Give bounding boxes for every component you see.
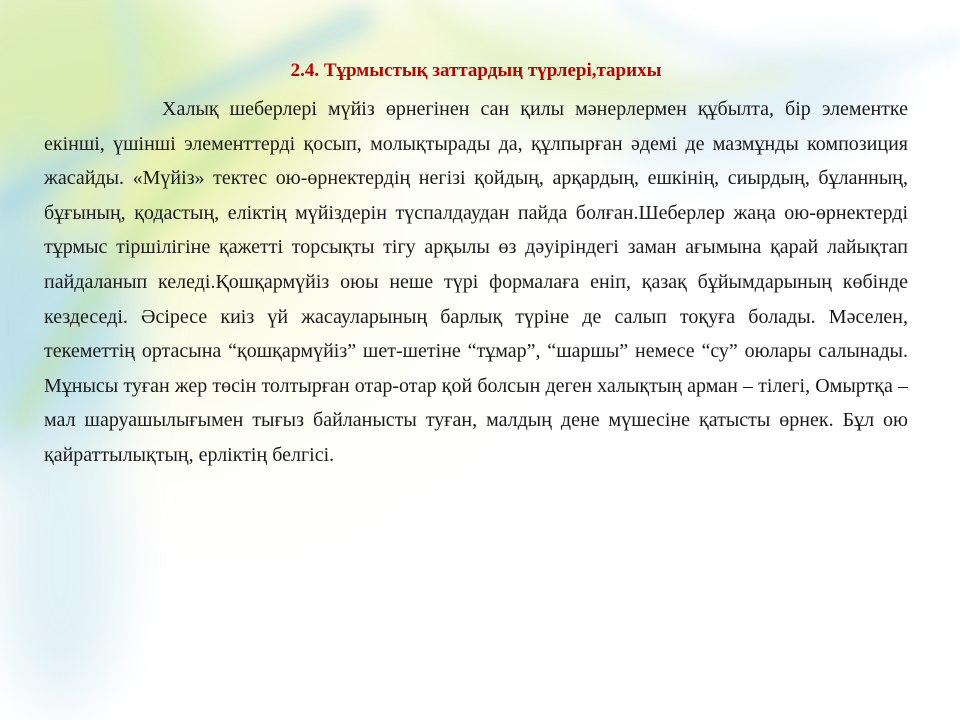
- slide-content: [44, 56, 908, 473]
- slide-body-paragraph: Халық шеберлері мүйіз өрнегінен сан қилы мәнерлермен құбылта, бір элементке екінші, үшінші элементтерді қосып, молықтырады да, құлпырған әдемі де мазмұнды композиция жасайды. «Мүйіз» тектес ою-өрнектердің негізі қойдың, арқардың, ешкінің, сиырдың, бұланның, бұғының, қодастың, еліктің мүйіздерін түспалдаудан пайда болған.Шеберлер жаңа ою-өрнектерді тұрмыс тіршілігіне қажетті торсықты тігу арқылы өз дәуіріндегі заман ағымына қарай лайықтап пайдаланып келеді.Қошқармүйіз оюы неше түрі формалаға еніп, қазақ бұйымдарының көбінде кездеседі. Әсіресе киіз үй жасауларының барлық түріне де салып тоқуға болады. Мәселен, текеметтің ортасына “қошқармүйіз” шет-шетіне “тұмар”, “шаршы” немесе “су” оюлары салынады. Мұнысы туған жер төсін толтырған отар-отар қой болсын деген халықтың арман – тілегі, Омыртқа – мал шаруашылығымен тығыз байланысты туған, малдың дене мүшесіне қатысты өрнек. Бұл ою қайраттылықтың, ерліктің белгісі.: [44, 98, 908, 466]
- slide-title: 2.4. Тұрмыстық заттардың түрлері,тарихы: [290, 60, 662, 81]
